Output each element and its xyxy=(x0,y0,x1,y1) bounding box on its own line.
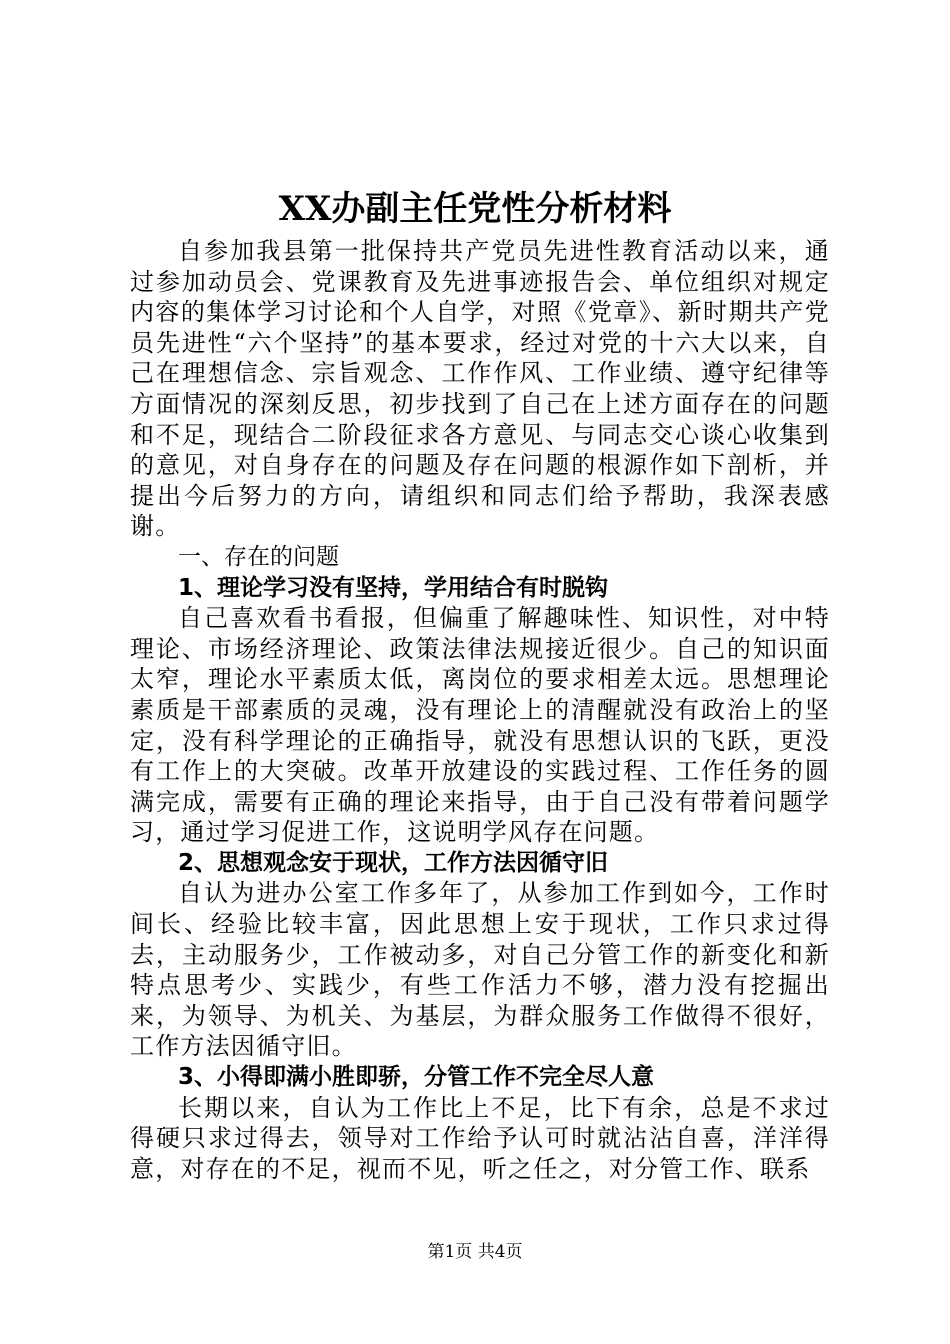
section-heading-problems: 一、存在的问题 xyxy=(178,543,339,570)
document-title: XX办副主任党性分析材料 xyxy=(278,189,672,229)
page-number-footer: 第1页 共4页 xyxy=(427,1242,523,1262)
document-body xyxy=(130,236,830,1184)
intro-paragraph: 自参加我县第一批保持共产党员先进性教育活动以来，通过参加动员会、党课教育及先进事迹报告会、单位组织对规定内容的集体学习讨论和个人自学，对照《党章》、新时期共产党员先进性“六个坚持”的基本要求，经过对党的十六大以来，自己在理想信念、宗旨观念、工作作风、工作业绩、遵守纪律等方面情况的深刻反思，初步找到了自己在上述方面存在的问题和不足，现结合二阶段征求各方意见、与同志交心谈心收集到的意见，对自身存在的问题及存在问题的根源作如下剖析，并提出今后努力的方向，请组织和同志们给予帮助，我深表感谢。 xyxy=(130,237,830,541)
item-paragraph-2: 自认为进办公室工作多年了，从参加工作到如今，工作时间长、经验比较丰富，因此思想上安于现状，工作只求过得去，主动服务少，工作被动多，对自己分管工作的新变化和新特点思考少、实践少，有些工作活力不够，潜力没有挖掘出来，为领导、为机关、为基层，为群众服务工作做得不很好，工作方法因循守旧。 xyxy=(130,879,830,1061)
item-heading-2: 2、思想观念安于现状，工作方法因循守旧 xyxy=(178,849,609,876)
item-paragraph-3: 长期以来，自认为工作比上不足，比下有余，总是不求过得硬只求过得去，领导对工作给予认可时就沾沾自喜，洋洋得意，对存在的不足，视而不见，听之任之，对分管工作、联系 xyxy=(130,1093,830,1183)
item-heading-1: 1、理论学习没有坚持，学用结合有时脱钩 xyxy=(178,574,609,601)
item-paragraph-1: 自己喜欢看书看报，但偏重了解趣味性、知识性，对中特理论、市场经济理论、政策法律法规接近很少。自己的知识面太窄，理论水平素质太低，离岗位的要求相差太远。思想理论素质是干部素质的灵魂，没有理论上的清醒就没有政治上的坚定，没有科学理论的正确指导，就没有思想认识的飞跃，更没有工作上的大突破。改革开放建设的实践过程、工作任务的圆满完成，需要有正确的理论来指导，由于自己没有带着问题学习，通过学习促进工作，这说明学风存在问题。 xyxy=(130,604,830,847)
item-heading-3: 3、小得即满小胜即骄，分管工作不完全尽人意 xyxy=(178,1064,655,1091)
